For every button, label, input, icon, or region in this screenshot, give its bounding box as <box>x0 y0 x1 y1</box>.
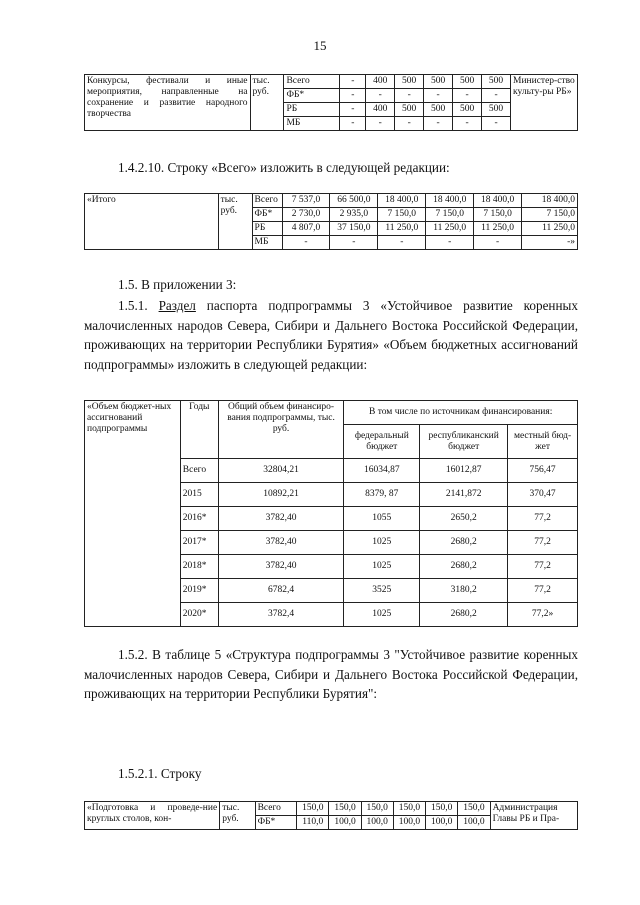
value-cell: 150,0 <box>361 802 393 816</box>
section-link[interactable]: Раздел <box>158 298 196 313</box>
federal-header: федеральный бюджет <box>344 425 420 459</box>
value-cell: - <box>482 116 511 130</box>
federal-cell: 3525 <box>344 579 420 603</box>
value-cell: 11 250,0 <box>522 221 578 235</box>
value-cell: 2 935,0 <box>330 207 378 221</box>
local-header: местный бюд-жет <box>508 425 578 459</box>
total-cell: 3782,40 <box>218 531 344 555</box>
republic-cell: 2680,2 <box>420 603 508 627</box>
value-cell: - <box>474 235 522 249</box>
paragraph-1-5-1 <box>84 296 578 374</box>
year-cell: 2018* <box>180 555 218 579</box>
value-cell: 100,0 <box>458 815 490 829</box>
value-cell: - <box>395 116 424 130</box>
year-cell: 2015 <box>180 483 218 507</box>
value-cell: 500 <box>395 75 424 89</box>
year-cell: 2020* <box>180 603 218 627</box>
value-cell: 500 <box>395 102 424 116</box>
value-cell: - <box>426 235 474 249</box>
republic-cell: 16012,87 <box>420 459 508 483</box>
value-cell: 2 730,0 <box>282 207 330 221</box>
local-cell: 77,2 <box>508 555 578 579</box>
row-label: МБ <box>252 235 282 249</box>
value-cell: 150,0 <box>426 802 458 816</box>
row-label: РБ <box>252 221 282 235</box>
federal-cell: 16034,87 <box>344 459 420 483</box>
value-cell: - <box>424 88 453 102</box>
value-cell: 7 150,0 <box>426 207 474 221</box>
value-cell: 7 150,0 <box>522 207 578 221</box>
value-cell: 18 400,0 <box>426 194 474 208</box>
federal-cell: 1055 <box>344 507 420 531</box>
local-cell: 77,2 <box>508 531 578 555</box>
row-label: МБ <box>284 116 340 130</box>
value-cell: - <box>340 116 366 130</box>
republic-cell: 2650,2 <box>420 507 508 531</box>
total-header: Общий объем финансиро-вания подпрограммы, тыс. руб. <box>218 401 344 459</box>
value-cell: 500 <box>424 75 453 89</box>
total-cell: 6782,4 <box>218 579 344 603</box>
value-cell: - <box>366 116 395 130</box>
value-cell: - <box>330 235 378 249</box>
republic-cell: 2680,2 <box>420 555 508 579</box>
value-cell: 18 400,0 <box>474 194 522 208</box>
row-label: Всего <box>284 75 340 89</box>
value-cell: 150,0 <box>297 802 329 816</box>
responsible-cell: Министер-ство культу-ры РБ» <box>511 75 578 131</box>
row-label: ФБ* <box>284 88 340 102</box>
value-cell: 11 250,0 <box>378 221 426 235</box>
value-cell: 100,0 <box>361 815 393 829</box>
table-round-tables-wrapper <box>84 801 578 841</box>
table-budget-allocation <box>84 400 578 627</box>
unit-cell: тыс. руб. <box>250 75 284 131</box>
value-cell: 7 150,0 <box>474 207 522 221</box>
row-label: ФБ* <box>252 207 282 221</box>
year-cell: 2019* <box>180 579 218 603</box>
republic-cell: 2680,2 <box>420 531 508 555</box>
federal-cell: 1025 <box>344 603 420 627</box>
federal-cell: 8379, 87 <box>344 483 420 507</box>
value-cell: 37 150,0 <box>330 221 378 235</box>
value-cell: - <box>366 88 395 102</box>
value-cell: - <box>282 235 330 249</box>
row-label: ФБ* <box>255 815 297 829</box>
sources-header: В том числе по источникам финансирования: <box>344 401 578 425</box>
value-cell: 100,0 <box>329 815 361 829</box>
value-cell: 150,0 <box>393 802 425 816</box>
local-cell: 370,47 <box>508 483 578 507</box>
value-cell: 400 <box>366 102 395 116</box>
value-cell: - <box>340 102 366 116</box>
federal-cell: 1025 <box>344 531 420 555</box>
value-cell: 150,0 <box>329 802 361 816</box>
value-cell: 110,0 <box>297 815 329 829</box>
row-label: Всего <box>252 194 282 208</box>
federal-cell: 1025 <box>344 555 420 579</box>
value-cell: 100,0 <box>426 815 458 829</box>
paragraph-text: паспорта подпрограммы 3 «Устойчивое развитие коренных малочисленных народов Севера, Сибири и Дальнего Востока Российской Федерации, проживающих на территории Республики Бурятия» «Объем бюджетных ассигнований подпрограммы» изложить в следующей редакции: <box>84 298 578 372</box>
republic-cell: 2141,872 <box>420 483 508 507</box>
total-cell: 3782,40 <box>218 555 344 579</box>
value-cell: 500 <box>453 75 482 89</box>
table-row-description: «Подготовка и проведе-ние круглых столов, кон- <box>85 802 220 830</box>
value-cell: - <box>453 116 482 130</box>
value-cell: 18 400,0 <box>522 194 578 208</box>
value-cell: - <box>378 235 426 249</box>
responsible-cell: Администрация Главы РБ и Пра- <box>490 802 577 830</box>
unit-cell: тыс. руб. <box>218 194 252 250</box>
value-cell: - <box>395 88 424 102</box>
unit-cell: тыс. руб. <box>220 802 255 830</box>
value-cell: 66 500,0 <box>330 194 378 208</box>
value-cell: -» <box>522 235 578 249</box>
paragraph-1-5-2-1: 1.5.2.1. Строку <box>118 766 202 781</box>
republic-header: республиканский бюджет <box>420 425 508 459</box>
year-cell: 2017* <box>180 531 218 555</box>
value-cell: - <box>453 88 482 102</box>
value-cell: - <box>340 75 366 89</box>
value-cell: 4 807,0 <box>282 221 330 235</box>
value-cell: 7 150,0 <box>378 207 426 221</box>
republic-cell: 3180,2 <box>420 579 508 603</box>
local-cell: 756,47 <box>508 459 578 483</box>
budget-label: «Объем бюджет-ных ассигнований подпрограммы <box>85 401 181 627</box>
value-cell: 500 <box>424 102 453 116</box>
page-number: 15 <box>313 38 327 53</box>
value-cell: 11 250,0 <box>474 221 522 235</box>
total-cell: 3782,4 <box>218 603 344 627</box>
value-cell: 400 <box>366 75 395 89</box>
paragraph-1-5: 1.5. В приложении 3: <box>118 277 237 292</box>
table-round-tables <box>84 801 578 830</box>
local-cell: 77,2 <box>508 507 578 531</box>
years-header: Годы <box>180 401 218 459</box>
paragraph-1-4-2-10: 1.4.2.10. Строку «Всего» изложить в следующей редакции: <box>118 160 450 175</box>
value-cell: - <box>482 88 511 102</box>
row-label: Всего <box>255 802 297 816</box>
local-cell: 77,2 <box>508 579 578 603</box>
total-cell: 32804,21 <box>218 459 344 483</box>
value-cell: 150,0 <box>458 802 490 816</box>
table-culture-events <box>84 74 578 131</box>
value-cell: 18 400,0 <box>378 194 426 208</box>
total-cell: 10892,21 <box>218 483 344 507</box>
table-row-description: «Итого <box>85 194 219 250</box>
value-cell: 7 537,0 <box>282 194 330 208</box>
year-cell: Всего <box>180 459 218 483</box>
row-label: РБ <box>284 102 340 116</box>
paragraph-number: 1.5.1. <box>118 298 148 313</box>
value-cell: 100,0 <box>393 815 425 829</box>
value-cell: - <box>340 88 366 102</box>
table-total <box>84 193 578 250</box>
value-cell: 500 <box>482 75 511 89</box>
value-cell: 500 <box>453 102 482 116</box>
value-cell: - <box>424 116 453 130</box>
table-row-description: Конкурсы, фестивали и иные мероприятия, направленные на сохранение и развитие народного творчества <box>85 75 251 131</box>
total-cell: 3782,40 <box>218 507 344 531</box>
value-cell: 11 250,0 <box>426 221 474 235</box>
year-cell: 2016* <box>180 507 218 531</box>
paragraph-1-5-2: 1.5.2. В таблице 5 «Структура подпрограммы 3 "Устойчивое развитие коренных малочисленных народов Севера, Сибири и Дальнего Востока Российской Федерации, проживающих на территории Республики Бурятия": <box>84 647 578 701</box>
value-cell: 500 <box>482 102 511 116</box>
local-cell: 77,2» <box>508 603 578 627</box>
